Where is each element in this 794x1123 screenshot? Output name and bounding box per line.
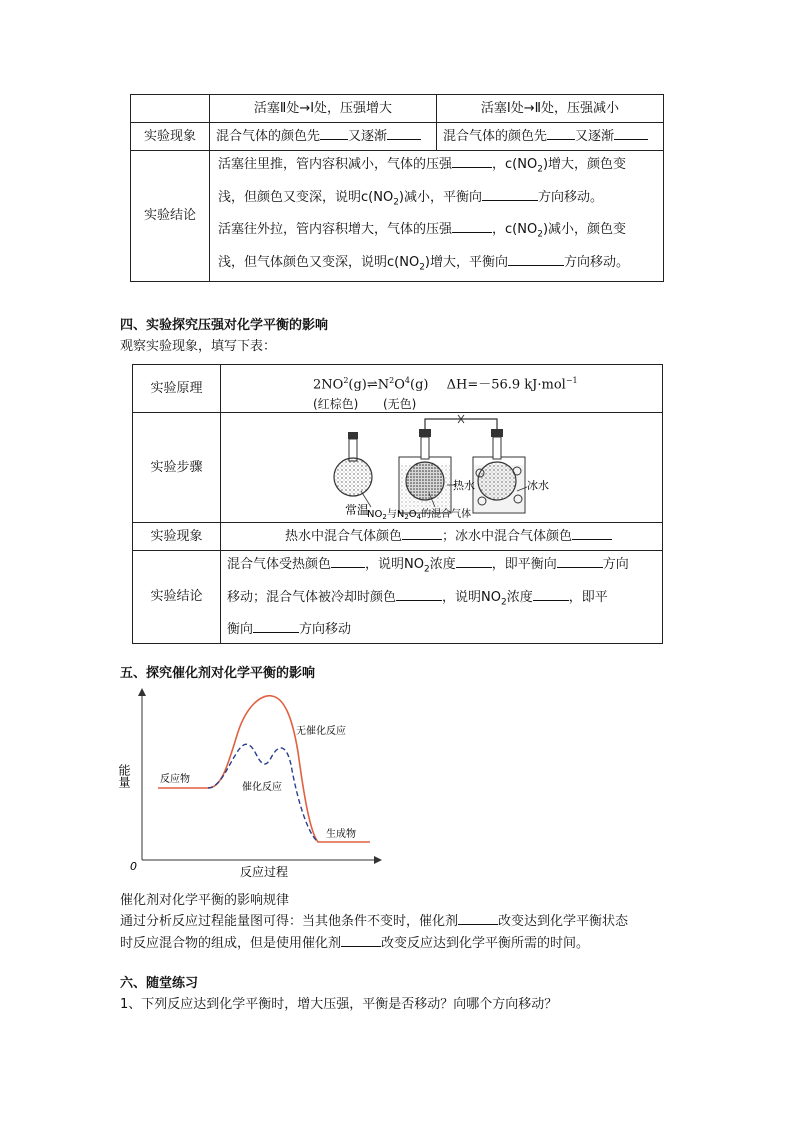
- energy-diagram: [117, 684, 390, 884]
- table-row: [131, 151, 664, 282]
- section-heading-4: 四、实验探究压强对化学平衡的影响: [120, 318, 329, 333]
- table-row: [133, 413, 663, 523]
- table-pressure-effect: [130, 94, 664, 282]
- origin-label: 0: [130, 860, 137, 873]
- table-cell: 混合气体的颜色先 又逐渐: [210, 123, 437, 151]
- label-product: 生成物: [326, 829, 356, 840]
- uncatalyzed-curve: [158, 696, 370, 842]
- observation-cell: 热水中混合气体颜色 ；冰水中混合气体颜色: [221, 523, 663, 551]
- rule-line-2: 时反应混合物的组成，但是使用催化剂 改变反应达到化学平衡所需的时间。: [120, 932, 589, 955]
- color-note-colorless: (无色): [383, 397, 417, 411]
- table-cell: 混合气体的颜色先 又逐渐: [437, 123, 664, 151]
- table-row: [133, 551, 663, 644]
- table-experiment: [132, 364, 663, 644]
- beaker-hot: [399, 429, 451, 513]
- label-hot-water: 热水: [453, 479, 475, 492]
- table-row: [133, 365, 663, 413]
- equation-cell: [221, 365, 663, 413]
- label-ice-water: 冰水: [527, 479, 549, 492]
- catalyzed-curve: [208, 744, 318, 842]
- label-reactant: 反应物: [160, 774, 190, 785]
- apparatus-cell: [221, 413, 663, 523]
- label-uncatalyzed: 无催化反应: [296, 726, 346, 737]
- equation: $2NO^2(g)\rightleftharpoons N^2O^4(g)$ ΔH=－56.9 kJ·mol$^{-1}$: [313, 376, 578, 393]
- rule-line-1: 通过分析反应过程能量图可得：当其他条件不变时，催化剂 改变达到化学平衡状态: [120, 910, 628, 933]
- x-axis-label: 反应过程: [240, 865, 289, 879]
- beaker-ice: [473, 429, 525, 513]
- y-axis-arrow: [138, 688, 146, 696]
- table-row: [131, 123, 664, 151]
- row-label: 实验结论: [133, 551, 221, 644]
- table-row: [133, 523, 663, 551]
- section-heading-6: 六、随堂练习: [120, 976, 199, 991]
- conclusion-cell: 混合气体受热颜色 ，说明$NO_2$浓度 ，即平衡向 方向 移动；混合气体被冷却时颜色 ，说明$NO_2$浓度 ，即平 衡向 方向移动: [221, 551, 663, 644]
- x-axis-arrow: [374, 856, 382, 864]
- y-axis-label: 能量: [117, 764, 131, 788]
- flask-normal-temp: [334, 432, 372, 496]
- table-row: [131, 95, 664, 123]
- table-header: 活塞Ⅱ处→Ⅰ处，压强增大: [210, 95, 437, 123]
- row-label: 实验步骤: [133, 413, 221, 523]
- apparatus-figure: [221, 413, 661, 521]
- label-catalyzed: 催化反应: [242, 782, 282, 793]
- rule-title: 催化剂对化学平衡的影响规律: [120, 893, 290, 908]
- table-cell-empty: [131, 95, 210, 123]
- section-heading-5: 五、探究催化剂对化学平衡的影响: [120, 666, 316, 681]
- table-cell-conclusion: 活塞往里推，管内容积减小，气体的压强 ，$c(NO_2)$增大，颜色变 浅，但颜色又变深，说明$c(NO_2)$减小，平衡向 方向移动。 活塞往外拉，管内容积增大，气体的压强 ，$c(NO_2)$减小，颜色变 浅，但气体颜色又变深，说明$c(NO_2)$增大，平衡向 方向移动。: [210, 151, 664, 282]
- row-label: 实验现象: [131, 123, 210, 151]
- row-label: 实验结论: [131, 151, 210, 282]
- color-note-redbrown: (红棕色): [313, 397, 359, 411]
- label-mixture: $NO_2$与$N_2O_4$的混合气体: [367, 509, 472, 521]
- table-header: 活塞Ⅰ处→Ⅱ处，压强减小: [437, 95, 664, 123]
- section-intro: 观察实验现象，填写下表：: [120, 339, 277, 354]
- row-label: 实验原理: [133, 365, 221, 413]
- question-1: 1、下列反应达到化学平衡时，增大压强，平衡是否移动？向哪个方向移动？: [120, 997, 558, 1012]
- row-label: 实验现象: [133, 523, 221, 551]
- label-normal-temp: 常温: [345, 503, 370, 517]
